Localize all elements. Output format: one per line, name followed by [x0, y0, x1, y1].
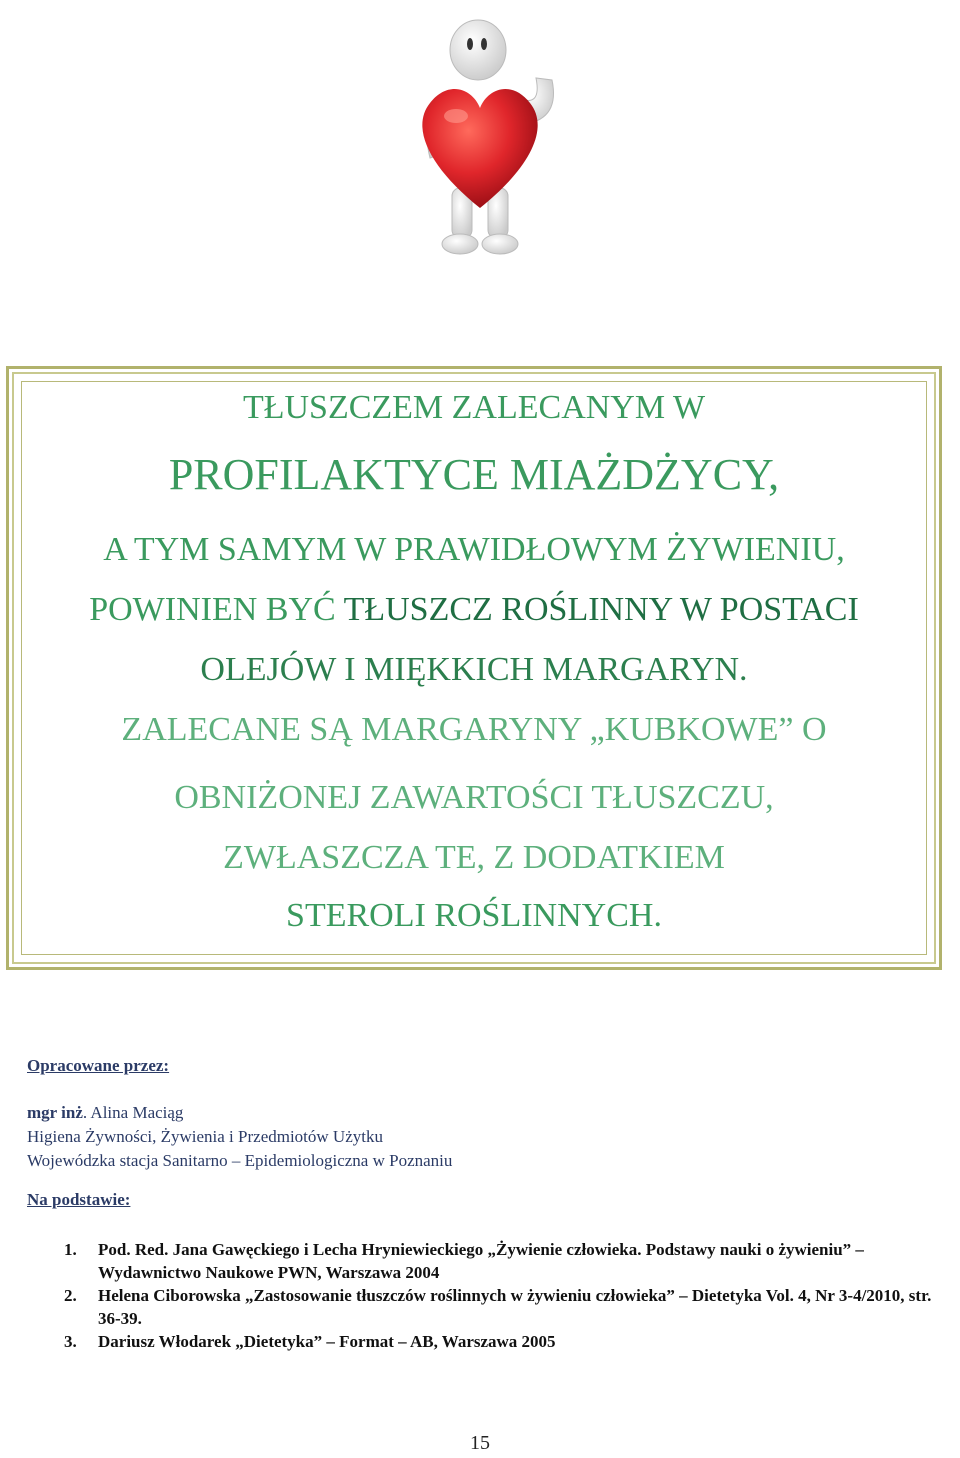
author-name: . Alina Maciąg	[82, 1103, 184, 1122]
reference-item	[64, 1238, 934, 1284]
affiliation-line-1: Higiena Żywności, Żywienia i Przedmiotów Użytku	[27, 1127, 383, 1146]
slogan-line-7: OBNIŻONEJ ZAWARTOŚCI TŁUSZCZU,	[174, 779, 774, 816]
reference-item	[64, 1284, 934, 1330]
author-title: mgr inż	[27, 1103, 83, 1122]
reference-text: Pod. Red. Jana Gawęckiego i Lecha Hryniewieckiego „Żywienie człowieka. Podstawy nauki o żywieniu” – Wydawnictwo Naukowe PWN, Warszawa 2004	[98, 1240, 864, 1282]
affiliation-line-2: Wojewódzka stacja Sanitarno – Epidemiologiczna w Poznaniu	[27, 1151, 453, 1170]
author-line	[27, 1101, 452, 1125]
slogan-line-9: STEROLI ROŚLINNYCH.	[286, 897, 662, 934]
credits-section	[27, 1056, 452, 1210]
slogan-line-1: TŁUSZCZEM ZALECANYM W	[242, 389, 706, 426]
reference-item	[64, 1330, 934, 1353]
reference-number: 3.	[64, 1332, 77, 1351]
slogan-line-4b: TŁUSZCZ ROŚLINNY W POSTACI	[343, 591, 859, 628]
page-number: 15	[470, 1432, 490, 1454]
reference-text: Dariusz Włodarek „Dietetyka” – Format – AB, Warszawa 2005	[98, 1332, 556, 1351]
slogan-line-6: ZALECANE SĄ MARGARYNY „KUBKOWE” O	[121, 711, 827, 748]
slogan-frame	[6, 366, 942, 970]
slogan-line-8: ZWŁASZCZA TE, Z DODATKIEM	[223, 839, 725, 876]
reference-number: 1.	[64, 1240, 77, 1259]
slogan-line-4	[9, 591, 939, 629]
reference-text: Helena Ciborowska „Zastosowanie tłuszczów roślinnych w żywieniu człowieka” – Dietetyka Vol. 4, Nr 3-4/2010, str. 36-39.	[98, 1286, 932, 1328]
reference-number: 2.	[64, 1286, 77, 1305]
basis-heading: Na podstawie:	[27, 1190, 131, 1209]
slogan-line-4a: POWINIEN BYĆ	[89, 591, 336, 628]
prepared-by-heading: Opracowane przez:	[27, 1056, 170, 1075]
slogan-line-3: A TYM SAMYM W PRAWIDŁOWYM ŻYWIENIU,	[103, 531, 845, 568]
slogan-line-2: PROFILAKTYCE MIAŻDŻYCY,	[168, 450, 780, 499]
heart-figure-illustration	[390, 8, 570, 264]
references-list	[64, 1238, 934, 1353]
heart-figure-icon	[390, 8, 570, 264]
slogan-line-5: OLEJÓW I MIĘKKICH MARGARYN.	[200, 651, 748, 688]
